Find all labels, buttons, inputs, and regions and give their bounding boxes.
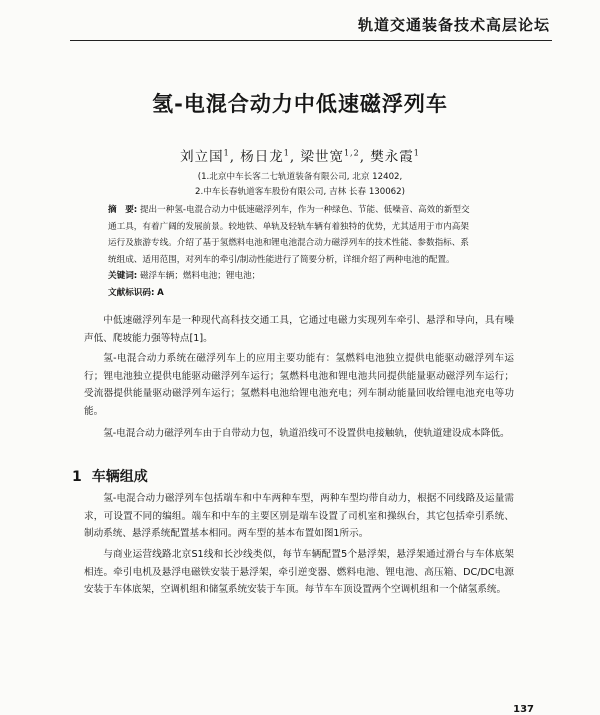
abstract-line: 摘 要: 提出一种氢-电混合动力中低速磁浮列车，作为一种绿色、节能、低噪音、高效的新型交 [108,205,470,215]
body-paragraph: 与商业运营线路北京S1线和长沙线类似，每节车辆配置5个悬浮架，悬浮架通过滑台与车体底架相连。牵引电机及悬浮电磁铁安装于悬浮架，牵引逆变器、燃料电池、锂电池、高压箱、DC/DC电源安装于车体底架，空调机组和储氢系统安装于车顶。每节车车顶设置两个空调机组和一个储氢系统。 [84,549,514,595]
body-paragraph: 氢-电混合动力磁浮列车由于自带动力包，轨道沿线可不设置供电接触轨，使轨道建设成本降低。 [103,428,510,439]
body-paragraph: 中低速磁浮列车是一种现代高科技交通工具，它通过电磁力实现列车牵引、悬浮和导向，具有噪声低、爬坡能力强等特点[1]。 [84,315,514,344]
abstract-line: 通工具，有着广阔的发展前景。较地铁、单轨及轻轨车辆有着独特的优势，尤其适用于市内高架 [108,221,469,232]
section-number: 1 [72,469,82,485]
author-affiliation-mark: 1 [413,148,420,158]
affiliation-line: (1.北京中车长客二七轨道装备有限公司, 北京 12402, [197,172,403,182]
author-name: 刘立国 [180,149,224,165]
author-name: 樊永霞 [370,149,414,165]
section-heading [72,466,158,486]
paper-title: 氢-电混合动力中低速磁浮列车 [152,92,448,116]
header-rule [70,40,552,41]
keywords: 关键词: 磁浮车辆；燃料电池；锂电池； [108,271,261,281]
author-name: 梁世宽 [300,149,344,165]
running-header: 轨道交通装备技术高层论坛 [357,16,550,34]
affiliation-line: 2.中车长春轨道客车股份有限公司, 吉林 长春 130062) [195,187,405,197]
abstract-line: 统组成、适用范围，对列车的牵引/制动性能进行了简要分析，详细介绍了两种电池的配置。 [108,254,455,265]
author-affiliation-mark: 1 [223,148,230,158]
author-name: 杨日龙 [240,149,284,165]
author-affiliation-mark: 1,2 [343,148,360,158]
doc-code: 文献标识码: A [108,287,164,298]
abstract [108,202,508,301]
author-affiliation-mark: 1 [283,148,290,158]
abstract-line: 运行及旅游专线。介绍了基于氢燃料电池和锂电池混合动力磁浮列车的技术性能、参数指标、系 [108,238,469,248]
abstract-label: 摘 要: [108,205,138,215]
page-number: 137 [513,704,534,715]
body-paragraph: 氢-电混合动力磁浮列车包括端车和中车两种车型，两种车型均带自动力，根据不同线路及运量需求，可设置不同的编组。端车和中车的主要区别是端车设置了司机室和操纵台，其它包括牵引系统、制动系统、悬浮系统配置基本相同。两车型的基本布置如图1所示。 [84,493,514,539]
section-title: 车辆组成 [91,469,148,485]
body-paragraph: 氢-电混合动力系统在磁浮列车上的应用主要功能有：氢燃料电池独立提供电能驱动磁浮列车运行；锂电池独立提供电能驱动磁浮列车运行；氢燃料电池和锂电池共同提供能量驱动磁浮列车运行；受流器提供能量驱动磁浮列车运行；氢燃料电池给锂电池充电；列车制动能量回收给锂电池充电等功能。 [84,353,514,417]
author-list: 刘立国$^1$, 杨日龙$^1$, 梁世宽$^{1,2}$, 樊永霞$^1$ [180,148,420,165]
